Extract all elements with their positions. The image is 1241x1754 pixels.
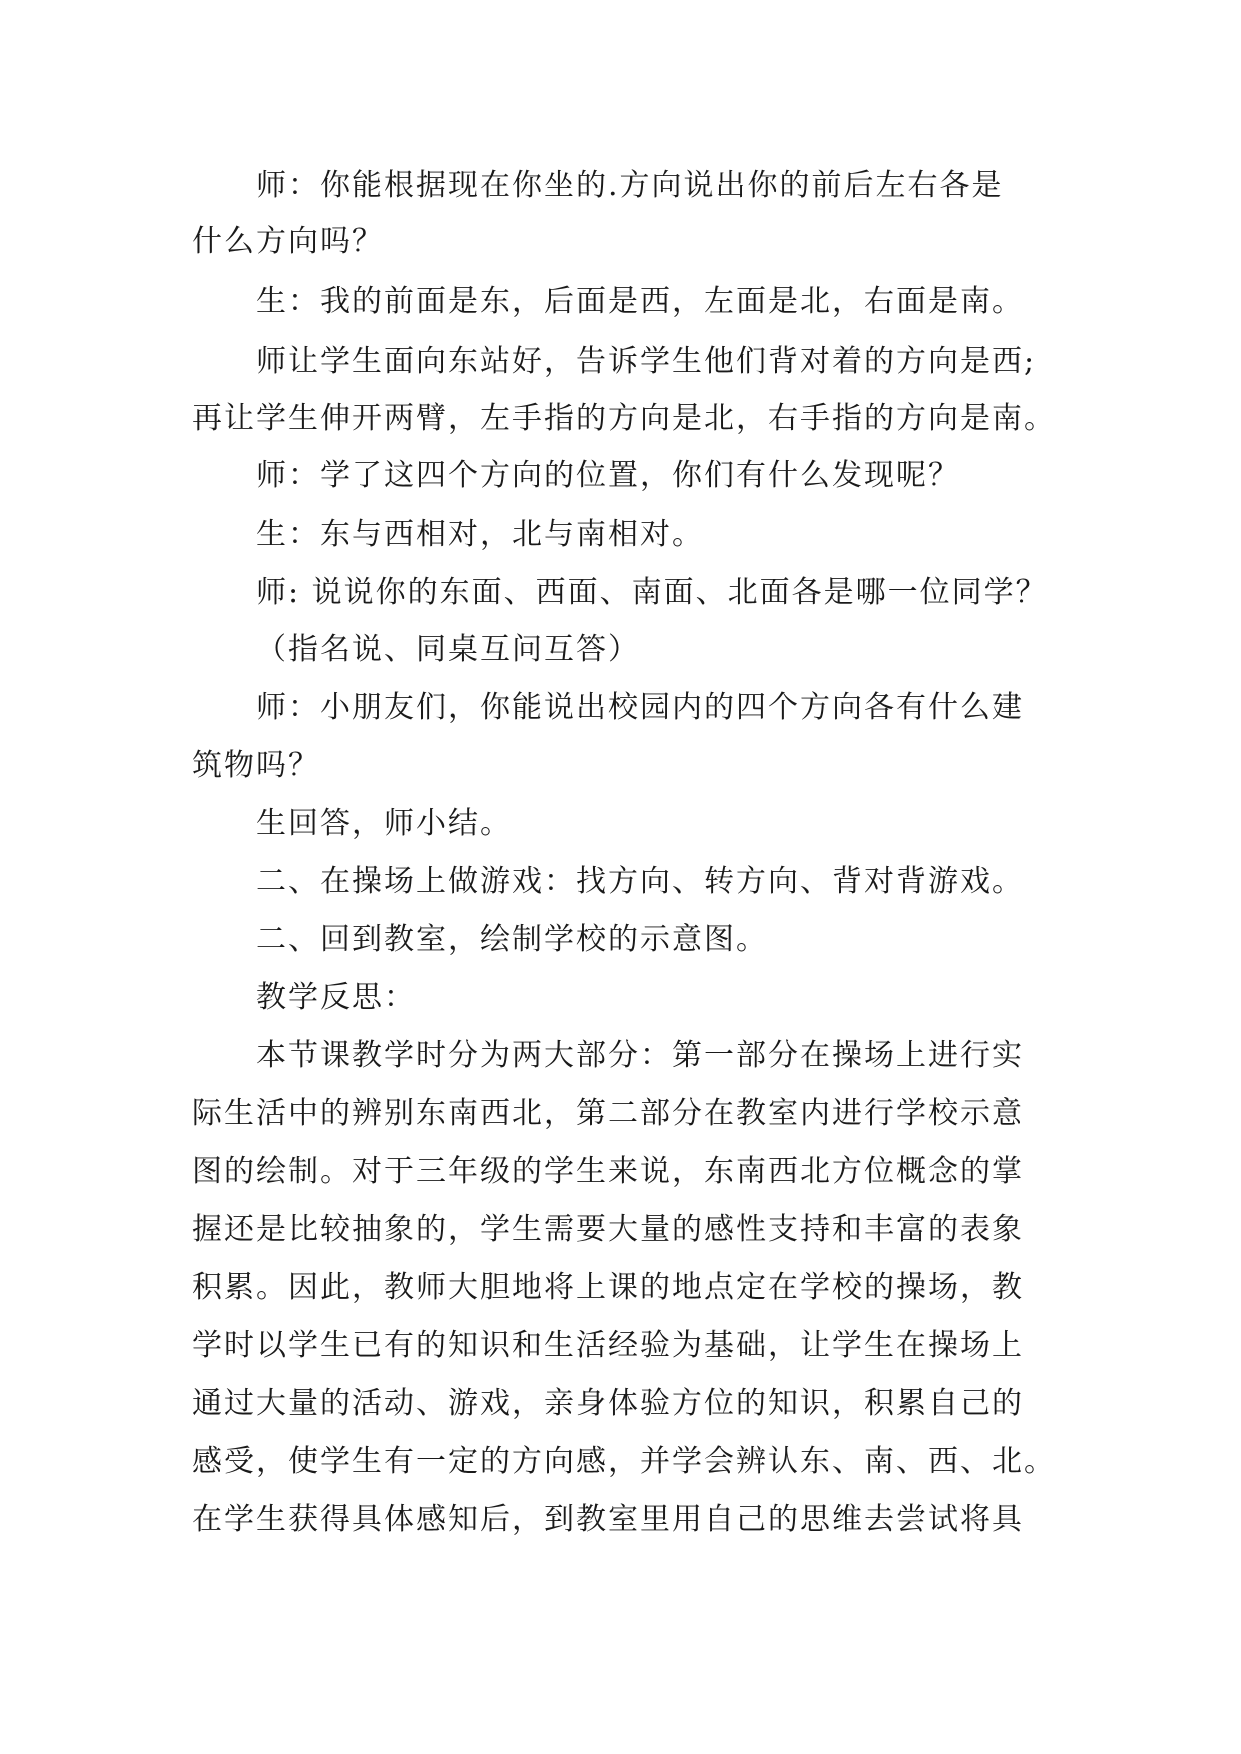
text-line: 什么方向吗？ bbox=[192, 224, 384, 259]
text-line: 学时以学生已有的知识和生活经验为基础，让学生在操场上 bbox=[192, 1328, 1024, 1363]
text-line: 握还是比较抽象的，学生需要大量的感性支持和丰富的表象 bbox=[192, 1212, 1024, 1247]
text-line: 通过大量的活动、游戏，亲身体验方位的知识，积累自己的 bbox=[192, 1386, 1024, 1421]
text-line: 感受，使学生有一定的方向感，并学会辨认东、南、西、北。 bbox=[192, 1444, 1056, 1479]
text-line: 二、在操场上做游戏：找方向、转方向、背对背游戏。 bbox=[256, 864, 1024, 899]
text-line: 再让学生伸开两臂，左手指的方向是北，右手指的方向是南。 bbox=[192, 401, 1056, 436]
text-line: 生回答，师小结。 bbox=[256, 806, 512, 841]
text-line: （指名说、同桌互问互答） bbox=[256, 632, 640, 667]
text-line: 师：你能根据现在你坐的.方向说出你的前后左右各是 bbox=[256, 168, 1004, 203]
text-line: 二、回到教室，绘制学校的示意图。 bbox=[256, 922, 768, 957]
text-line: 积累。因此，教师大胆地将上课的地点定在学校的操场，教 bbox=[192, 1270, 1024, 1305]
text-line: 生：我的前面是东，后面是西，左面是北，右面是南。 bbox=[256, 284, 1024, 319]
text-line: 师：小朋友们，你能说出校园内的四个方向各有什么建 bbox=[256, 690, 1024, 725]
text-line: 本节课教学时分为两大部分：第一部分在操场上进行实 bbox=[256, 1038, 1024, 1073]
text-line: 在学生获得具体感知后，到教室里用自己的思维去尝试将具 bbox=[192, 1502, 1024, 1537]
text-line: 际生活中的辨别东南西北，第二部分在教室内进行学校示意 bbox=[192, 1096, 1024, 1131]
text-line: 筑物吗？ bbox=[192, 748, 320, 783]
text-line: 师让学生面向东站好，告诉学生他们背对着的方向是西; bbox=[256, 344, 1037, 379]
text-line: 生：东与西相对，北与南相对。 bbox=[256, 517, 704, 552]
text-line: 师: 说说你的东面、西面、南面、北面各是哪一位同学？ bbox=[256, 575, 1048, 610]
text-line: 图的绘制。对于三年级的学生来说，东南西北方位概念的掌 bbox=[192, 1154, 1024, 1189]
text-line: 教学反思： bbox=[256, 980, 416, 1015]
text-line: 师：学了这四个方向的位置，你们有什么发现呢？ bbox=[256, 458, 960, 493]
